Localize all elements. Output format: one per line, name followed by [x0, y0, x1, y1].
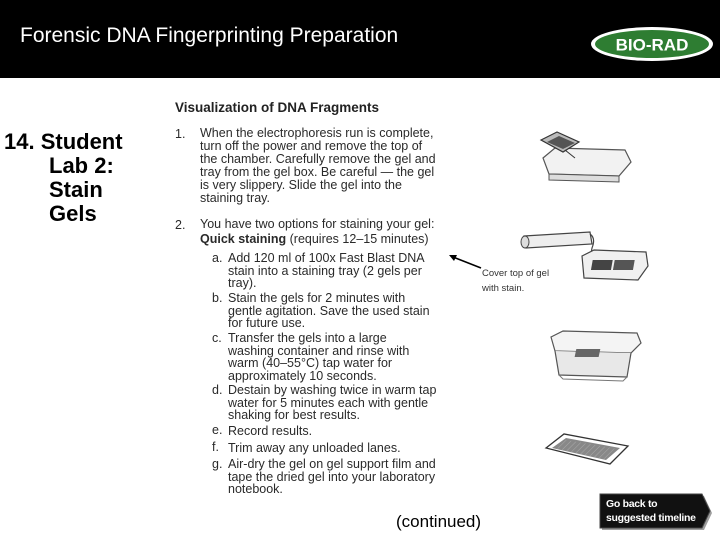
- substep-f-letter: f.: [212, 440, 219, 454]
- substep-a-text: [228, 252, 425, 290]
- substep-c-letter: c.: [212, 331, 222, 345]
- substep-g-line: tape the dried gel into your laboratory: [228, 469, 436, 484]
- substep-b-line: for future use.: [228, 316, 306, 330]
- heading-line-4: Gels: [49, 201, 97, 226]
- substep-a-line: tray).: [228, 276, 257, 290]
- substep-c-line: warm (40–55°C) tap water for: [228, 356, 393, 370]
- substep-g-text: [228, 458, 436, 496]
- back-button-line-1: Go back to: [606, 498, 658, 510]
- step-1-number: 1.: [175, 127, 186, 141]
- substep-g-line: Air-dry the gel on gel support film and: [228, 457, 436, 471]
- washing-container-illustration: [545, 327, 645, 382]
- step-1-line: tray from the gel box. Be careful — the gel: [200, 165, 435, 179]
- slide-heading: [4, 130, 154, 226]
- heading-line-2: Lab 2:: [49, 153, 114, 178]
- header-bar: [0, 0, 720, 78]
- step-1-text: [200, 127, 436, 205]
- substep-d-letter: d.: [212, 383, 223, 397]
- heading-line-3: Stain: [49, 177, 103, 202]
- substep-d-line: water for 5 minutes each with gentle: [228, 395, 429, 410]
- substep-c-line: washing container and rinse with: [228, 343, 410, 358]
- substep-f-text: Trim away any unloaded lanes.: [228, 441, 401, 455]
- substep-b-line: Stain the gels for 2 minutes with: [228, 291, 406, 305]
- continued-label: (continued): [396, 512, 482, 531]
- substep-e-letter: e.: [212, 423, 223, 437]
- annotation-arrow: [445, 252, 485, 272]
- gel-support-film-illustration: [542, 430, 632, 480]
- substep-g-line: notebook.: [228, 482, 283, 496]
- substep-c-line: Transfer the gels into a large: [228, 331, 387, 345]
- substep-c-line: approximately 10 seconds.: [228, 368, 377, 383]
- annotation-note: [482, 266, 572, 296]
- substep-b-letter: b.: [212, 291, 223, 305]
- back-button-line-2: suggested timeline: [606, 512, 696, 524]
- step-1-line: staining tray.: [200, 191, 270, 205]
- substep-a-letter: a.: [212, 251, 223, 265]
- bio-rad-logo: [590, 26, 714, 62]
- step-1-line: turn off the power and remove the top of: [200, 139, 423, 153]
- step-1-line: When the electrophoresis run is complete,: [200, 126, 434, 140]
- header-title: Forensic DNA Fingerprinting Preparation: [20, 24, 399, 47]
- quick-staining-duration: (requires 12–15 minutes): [286, 232, 429, 246]
- back-to-timeline-button[interactable]: [598, 492, 712, 530]
- step-1-line: the chamber. Carefully remove the gel and: [200, 152, 436, 166]
- step-1-line: is very slippery. Slide the gel into the: [200, 178, 402, 192]
- annotation-line-2: with stain.: [482, 283, 525, 294]
- substep-b-text: [228, 292, 430, 330]
- substep-g-letter: g.: [212, 457, 223, 471]
- substep-a-line: Add 120 ml of 100x Fast Blast DNA: [228, 251, 425, 265]
- substep-d-line: shaking for best results.: [228, 408, 361, 422]
- substep-a-line: stain into a staining tray (2 gels per: [228, 263, 422, 278]
- document-title: Visualization of DNA Fragments: [175, 100, 380, 115]
- annotation-line-1: Cover top of gel: [482, 268, 550, 279]
- logo-text: BIO-RAD: [615, 35, 689, 55]
- substep-c-text: [228, 332, 409, 382]
- quick-staining-label: Quick staining: [200, 232, 287, 246]
- gel-into-tray-illustration: [535, 128, 635, 188]
- substep-d-text: [228, 384, 436, 422]
- substep-b-line: gentle agitation. Save the used stain: [228, 303, 430, 318]
- heading-line-1: 14. Student: [4, 129, 123, 154]
- step-2-text: You have two options for staining your gel:: [200, 217, 435, 231]
- substep-e-text: Record results.: [228, 424, 313, 438]
- back-button-label: [606, 497, 696, 525]
- substep-d-line: Destain by washing twice in warm tap: [228, 383, 437, 397]
- step-2-number: 2.: [175, 218, 186, 232]
- quick-staining-line: [200, 233, 429, 246]
